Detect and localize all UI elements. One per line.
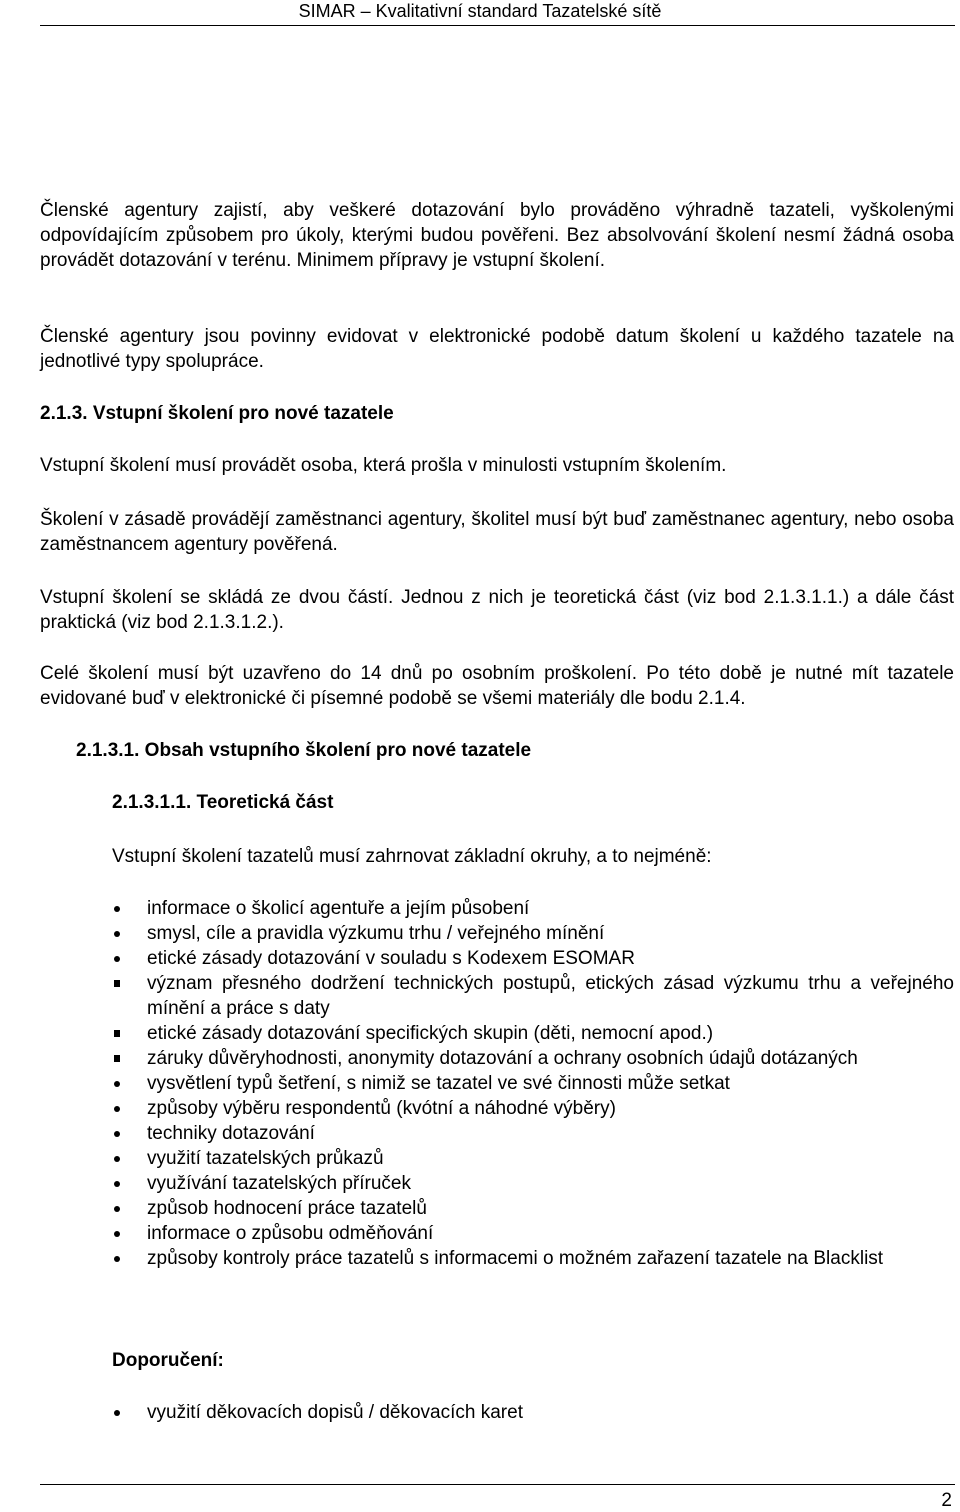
list-item: smysl, cíle a pravidla výzkumu trhu / veřejného mínění: [112, 921, 954, 946]
paragraph-intro: Členské agentury zajistí, aby veškeré dotazování bylo prováděno výhradně tazateli, vyškolenými odpovídajícím způsobem pro úkoly, kterými budou pověřeni. Bez absolvování školení nesmí žádná osoba provádět dotazování v terénu. Minimem přípravy je vstupní školení.: [40, 200, 954, 271]
section-heading-2-1-3: 2.1.3. Vstupní školení pro nové tazatele: [40, 403, 394, 424]
list-item: informace o školicí agentuře a jejím působení: [112, 896, 954, 921]
document-body: [40, 0, 954, 1480]
recommendation-heading: Doporučení:: [112, 1350, 224, 1371]
list-item: způsoby výběru respondentů (kvótní a náhodné výběry): [112, 1096, 954, 1121]
paragraph-training-deadline: Celé školení musí být uzavřeno do 14 dnů po osobním proškolení. Po této době je nutné mít tazatele evidované buď v elektronické či písemné podobě se všemi materiály dle bodu 2.1.4.: [40, 663, 954, 709]
paragraph-evidence: Členské agentury jsou povinny evidovat v elektronické podobě datum školení u každého tazatele na jednotlivé typy spolupráce.: [40, 326, 954, 372]
list-item: etické zásady dotazování specifických skupin (děti, nemocní apod.): [112, 1021, 954, 1046]
paragraph-topics-intro: Vstupní školení tazatelů musí zahrnovat základní okruhy, a to nejméně:: [112, 846, 712, 867]
page-number: 2: [941, 1490, 952, 1511]
list-item: způsob hodnocení práce tazatelů: [112, 1196, 954, 1221]
list-item: vysvětlení typů šetření, s nimiž se tazatel ve své činnosti může setkat: [112, 1071, 954, 1096]
section-heading-2-1-3-1: 2.1.3.1. Obsah vstupního školení pro nové tazatele: [76, 740, 532, 761]
paragraph-training-parts: Vstupní školení se skládá ze dvou částí. Jednou z nich je teoretická část (viz bod 2.1.3.1.1.) a dále část praktická (viz bod 2.1.3.1.2.).: [40, 587, 954, 633]
list-item: etické zásady dotazování v souladu s Kodexem ESOMAR: [112, 946, 954, 971]
list-item: způsoby kontroly práce tazatelů s informacemi o možném zařazení tazatele na Blacklist: [112, 1246, 954, 1271]
footer-divider: [40, 1484, 955, 1485]
recommendation-list: [112, 1400, 954, 1425]
paragraph-trainer-requirement: Vstupní školení musí provádět osoba, která prošla v minulosti vstupním školením.: [40, 455, 727, 476]
list-item: využití děkovacích dopisů / děkovacích karet: [112, 1400, 954, 1425]
paragraph-trainer-employee: Školení v zásadě provádějí zaměstnanci agentury, školitel musí být buď zaměstnanec agentury, nebo osoba zaměstnancem agentury pověřená.: [40, 509, 954, 555]
list-item: záruky důvěryhodnosti, anonymity dotazování a ochrany osobních údajů dotázaných: [112, 1046, 954, 1071]
topics-list: [112, 896, 954, 1271]
list-item: význam přesného dodržení technických postupů, etických zásad výzkumu trhu a veřejného mínění a práce s daty: [112, 971, 954, 1021]
list-item: využití tazatelských průkazů: [112, 1146, 954, 1171]
header-title: SIMAR – Kvalitativní standard Tazatelské sítě: [298, 1, 662, 21]
list-item: techniky dotazování: [112, 1121, 954, 1146]
list-item: využívání tazatelských příruček: [112, 1171, 954, 1196]
section-heading-2-1-3-1-1: 2.1.3.1.1. Teoretická část: [112, 792, 334, 813]
list-item: informace o způsobu odměňování: [112, 1221, 954, 1246]
